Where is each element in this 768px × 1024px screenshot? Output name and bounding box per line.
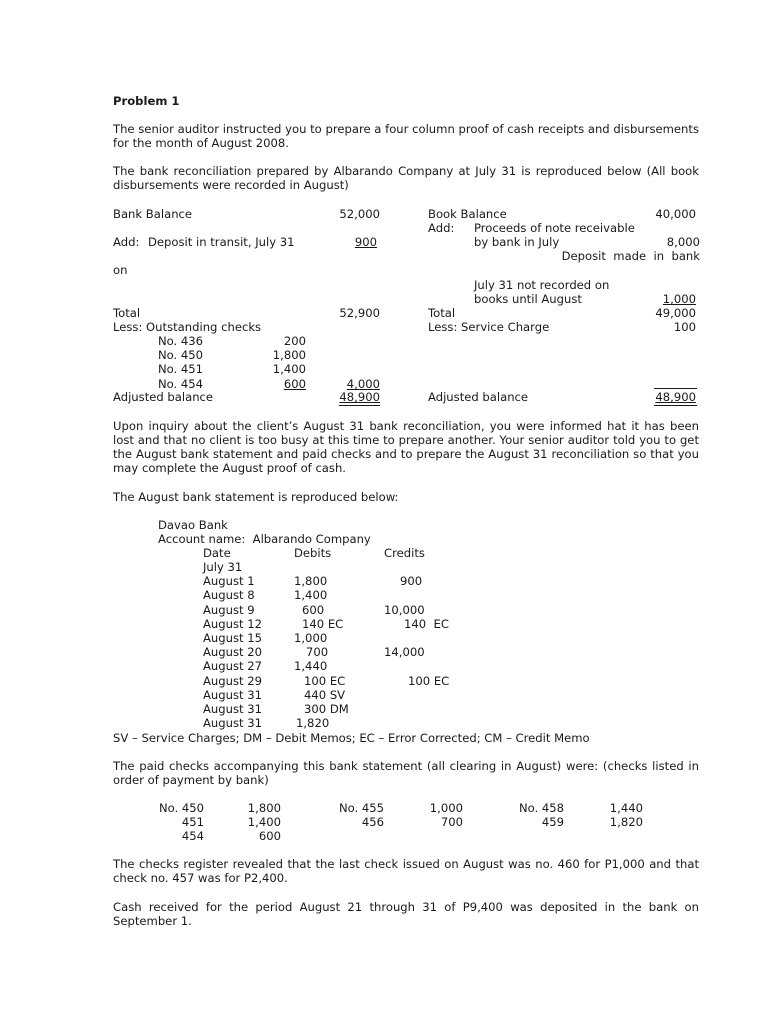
deposit-made-label: Deposit made in bank <box>561 249 700 263</box>
statement-credit: 10,000 <box>384 603 425 617</box>
statement-credit: 140 EC <box>404 617 449 631</box>
checks-register-paragraph: The checks register revealed that the last check issued on August was no. 460 for P1,000 and that check no. 457 was for P2,400. <box>113 857 699 885</box>
deposit-label-2: July 31 not recorded on <box>474 278 610 292</box>
book-add-label: Add: <box>428 221 455 235</box>
paid-check-amount: 1,820 <box>609 815 643 829</box>
statement-debit: 1,800 <box>294 574 328 588</box>
statement-debit: 140 EC <box>302 617 344 631</box>
statement-date: August 31 <box>203 688 263 702</box>
statement-date: August 20 <box>203 645 263 659</box>
reconciliation-intro: The bank reconciliation prepared by Albarando Company at July 31 is reproduced below (All book disbursements were recorded in August) <box>113 164 699 192</box>
deposit-label-3: books until August <box>474 292 582 306</box>
paid-check-amount: 1,440 <box>609 801 643 815</box>
proceeds-label: Proceeds of note receivable <box>474 221 635 235</box>
underline-rule <box>654 388 697 389</box>
deposit-in-transit-label: Deposit in transit, July 31 <box>148 235 295 249</box>
paid-check-amount: 600 <box>258 829 281 843</box>
statement-debit: 300 DM <box>304 702 349 716</box>
statement-debit: 100 EC <box>304 674 346 688</box>
bank-adjusted-label: Adjusted balance <box>113 390 214 404</box>
double-underline <box>339 405 380 406</box>
problem-title: Problem 1 <box>113 94 180 108</box>
paid-check-amount: 1,400 <box>247 815 281 829</box>
statement-date: August 12 <box>203 617 263 631</box>
service-charge-label: Less: Service Charge <box>428 320 550 334</box>
statement-intro: The August bank statement is reproduced below: <box>113 490 399 504</box>
paid-check-amount: 700 <box>440 815 463 829</box>
outstanding-check-no: No. 454 <box>158 377 204 391</box>
statement-date: August 31 <box>203 716 263 730</box>
book-total-value: 49,000 <box>655 306 696 320</box>
statement-credit: 100 EC <box>408 674 450 688</box>
deposit-in-transit-value: 900 <box>354 235 377 249</box>
statement-debit: 440 SV <box>304 688 346 702</box>
statement-debit: 1,400 <box>294 588 328 602</box>
statement-date: August 15 <box>203 631 263 645</box>
outstanding-check-amount: 1,800 <box>272 348 306 362</box>
book-adjusted-value: 48,900 <box>655 390 696 404</box>
bank-total-value: 52,900 <box>339 306 380 320</box>
deposit-not-recorded-value: 1,000 <box>662 292 696 306</box>
outstanding-check-amount: 1,400 <box>272 362 306 376</box>
bank-name: Davao Bank <box>158 518 228 532</box>
paid-checks-intro: The paid checks accompanying this bank statement (all clearing in August) were: (checks listed in order of payment by bank) <box>113 759 699 787</box>
cash-received-paragraph: Cash received for the period August 21 through 31 of P9,400 was deposited in the bank on September 1. <box>113 900 699 928</box>
bank-balance-label: Bank Balance <box>113 207 193 221</box>
statement-legend: SV – Service Charges; DM – Debit Memos; EC – Error Corrected; CM – Credit Memo <box>113 731 590 745</box>
paid-check-no: 454 <box>181 829 204 843</box>
statement-date: August 9 <box>203 603 255 617</box>
statement-credit: 14,000 <box>384 645 425 659</box>
statement-date: August 31 <box>203 702 263 716</box>
paid-check-amount: 1,000 <box>429 801 463 815</box>
outstanding-check-no: No. 450 <box>158 348 204 362</box>
outstanding-checks-total: 4,000 <box>346 377 380 391</box>
outstanding-check-no: No. 451 <box>158 362 204 376</box>
paid-check-no: 456 <box>361 815 384 829</box>
book-total-label: Total <box>428 306 456 320</box>
outstanding-check-no: No. 436 <box>158 334 204 348</box>
paid-check-no: No. 455 <box>338 801 384 815</box>
outstanding-check-amount: 600 <box>283 377 306 391</box>
statement-date: August 1 <box>203 574 255 588</box>
bank-total-label: Total <box>113 306 141 320</box>
statement-debit: 1,000 <box>294 631 328 645</box>
statement-credit: 900 <box>400 574 423 588</box>
bank-balance-value: 52,000 <box>339 207 380 221</box>
account-name: Account name: Albarando Company <box>158 532 371 546</box>
statement-date: July 31 <box>203 560 243 574</box>
proceeds-value: 8,000 <box>666 235 700 249</box>
paid-check-no: 451 <box>181 815 204 829</box>
outstanding-checks-label: Less: Outstanding checks <box>113 320 262 334</box>
intro-paragraph: The senior auditor instructed you to prepare a four column proof of cash receipts and disbursements for the month of August 2008. <box>113 122 699 150</box>
statement-debit: 1,820 <box>296 716 330 730</box>
book-adjusted-label: Adjusted balance <box>428 390 529 404</box>
statement-date: August 29 <box>203 674 263 688</box>
statement-debit: 600 <box>302 603 325 617</box>
statement-debit: 1,440 <box>294 659 328 673</box>
outstanding-check-amount: 200 <box>283 334 306 348</box>
inquiry-paragraph: Upon inquiry about the client’s August 31 bank reconciliation, you were informed hat it has been lost and that no client is too busy at this time to prepare another. Your senior auditor told you to get the August bank statement and paid checks and to prepare the August 31 reconciliation so that you may complete the August proof of cash. <box>113 419 699 475</box>
bank-adjusted-value: 48,900 <box>339 390 380 404</box>
statement-date: August 8 <box>203 588 255 602</box>
proceeds-label-2: by bank in July <box>474 235 560 249</box>
statement-col-date: Date <box>203 546 231 560</box>
book-balance-value: 40,000 <box>655 207 696 221</box>
paid-check-amount: 1,800 <box>247 801 281 815</box>
book-balance-label: Book Balance <box>428 207 507 221</box>
statement-debit: 700 <box>306 645 329 659</box>
double-underline <box>654 405 697 406</box>
paid-check-no: 459 <box>541 815 564 829</box>
deposit-made-on: on <box>113 263 128 277</box>
statement-date: August 27 <box>203 659 263 673</box>
service-charge-value: 100 <box>673 320 696 334</box>
paid-check-no: No. 450 <box>158 801 204 815</box>
statement-col-credits: Credits <box>384 546 425 560</box>
paid-check-no: No. 458 <box>518 801 564 815</box>
add-label: Add: <box>113 235 140 249</box>
statement-col-debits: Debits <box>294 546 332 560</box>
